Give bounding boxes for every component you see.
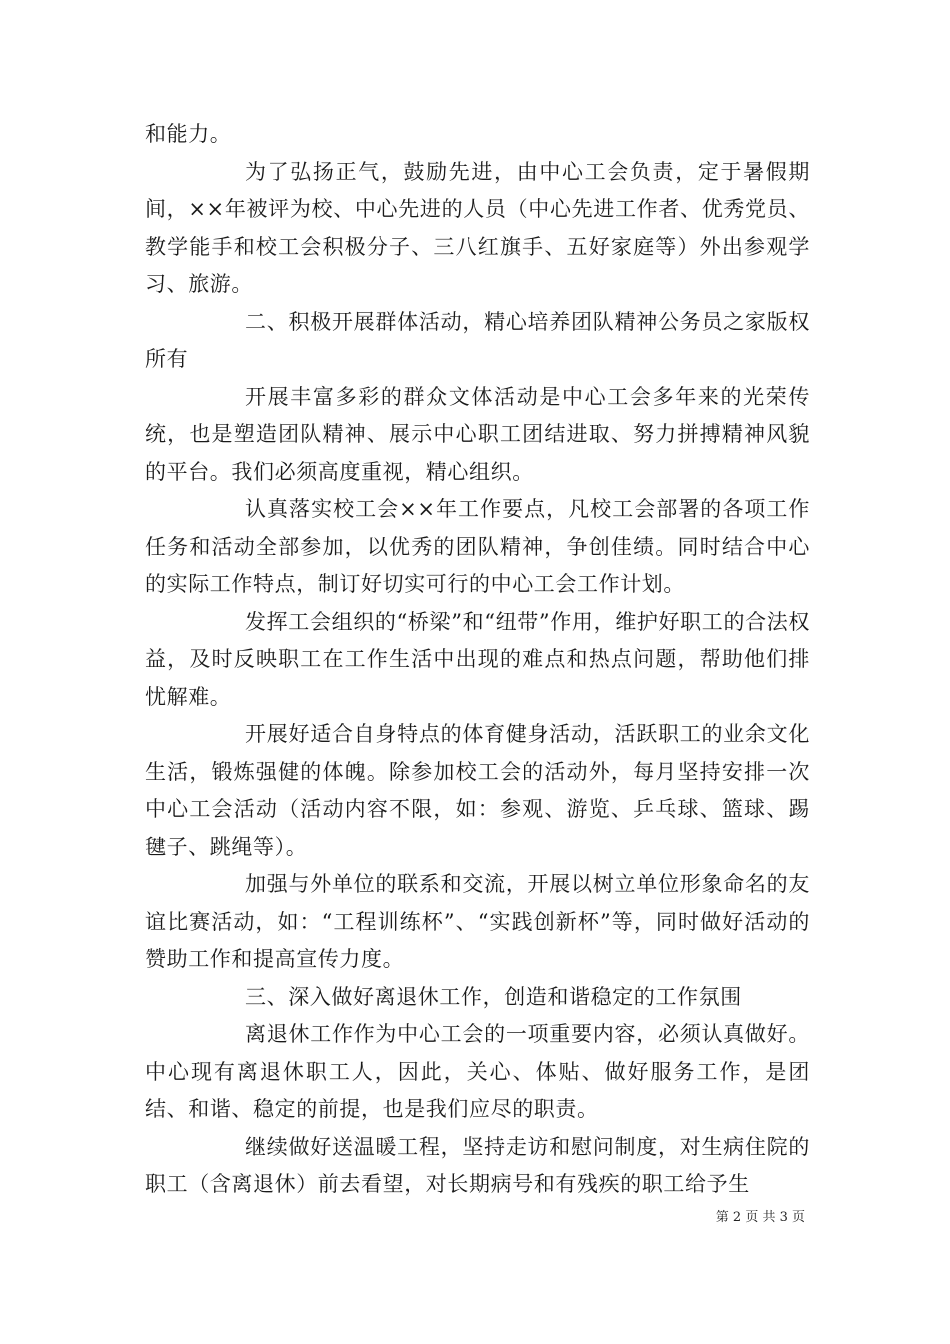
paragraph: 认真落实校工会××年工作要点，凡校工会部署的各项工作任务和活动全部参加，以优秀的团队精神，争创佳绩。同时结合中心的实际工作特点，制订好切实可行的中心工会工作计划。 — [145, 497, 810, 596]
paragraph: 加强与外单位的联系和交流，开展以树立单位形象命名的友谊比赛活动，如：“工程训练杯”、“实践创新杯”等，同时做好活动的赞助工作和提高宣传力度。 — [145, 872, 810, 971]
paragraph-continuation: 和能力。 — [145, 122, 232, 146]
paragraph: 开展好适合自身特点的体育健身活动，活跃职工的业余文化生活，锻炼强健的体魄。除参加校工会的活动外，每月坚持安排一次中心工会活动（活动内容不限，如：参观、游览、乒乓球、篮球、踢毽子、跳绳等）。 — [145, 722, 810, 859]
paragraph: 发挥工会组织的“桥梁”和“纽带”作用，维护好职工的合法权益，及时反映职工在工作生活中出现的难点和热点问题，帮助他们排忧解难。 — [145, 609, 810, 709]
section-heading: 三、深入做好离退休工作，创造和谐稳定的工作氛围 — [245, 984, 742, 1009]
paragraph: 为了弘扬正气，鼓励先进，由中心工会负责，定于暑假期间，××年被评为校、中心先进的人员（中心先进工作者、优秀党员、教学能手和校工会积极分子、三八红旗手、五好家庭等）外出参观学习、旅游。 — [145, 159, 810, 296]
section-heading: 二、积极开展群体活动，精心培养团队精神公务员之家版权所有 — [145, 309, 810, 371]
document-body — [145, 116, 810, 1204]
paragraph: 离退休工作作为中心工会的一项重要内容，必须认真做好。中心现有离退休职工人，因此，关心、体贴、做好服务工作，是团结、和谐、稳定的前提，也是我们应尽的职责。 — [145, 1022, 810, 1121]
paragraph: 开展丰富多彩的群众文体活动是中心工会多年来的光荣传统，也是塑造团队精神、展示中心职工团结进取、努力拼搏精神风貌的平台。我们必须高度重视，精心组织。 — [145, 384, 810, 484]
paragraph: 继续做好送温暖工程，坚持走访和慰问制度，对生病住院的职工（含离退休）前去看望，对长期病号和有残疾的职工给予生 — [145, 1134, 810, 1196]
page-number-footer: 第 2 页 共 3 页 — [715, 1210, 805, 1225]
